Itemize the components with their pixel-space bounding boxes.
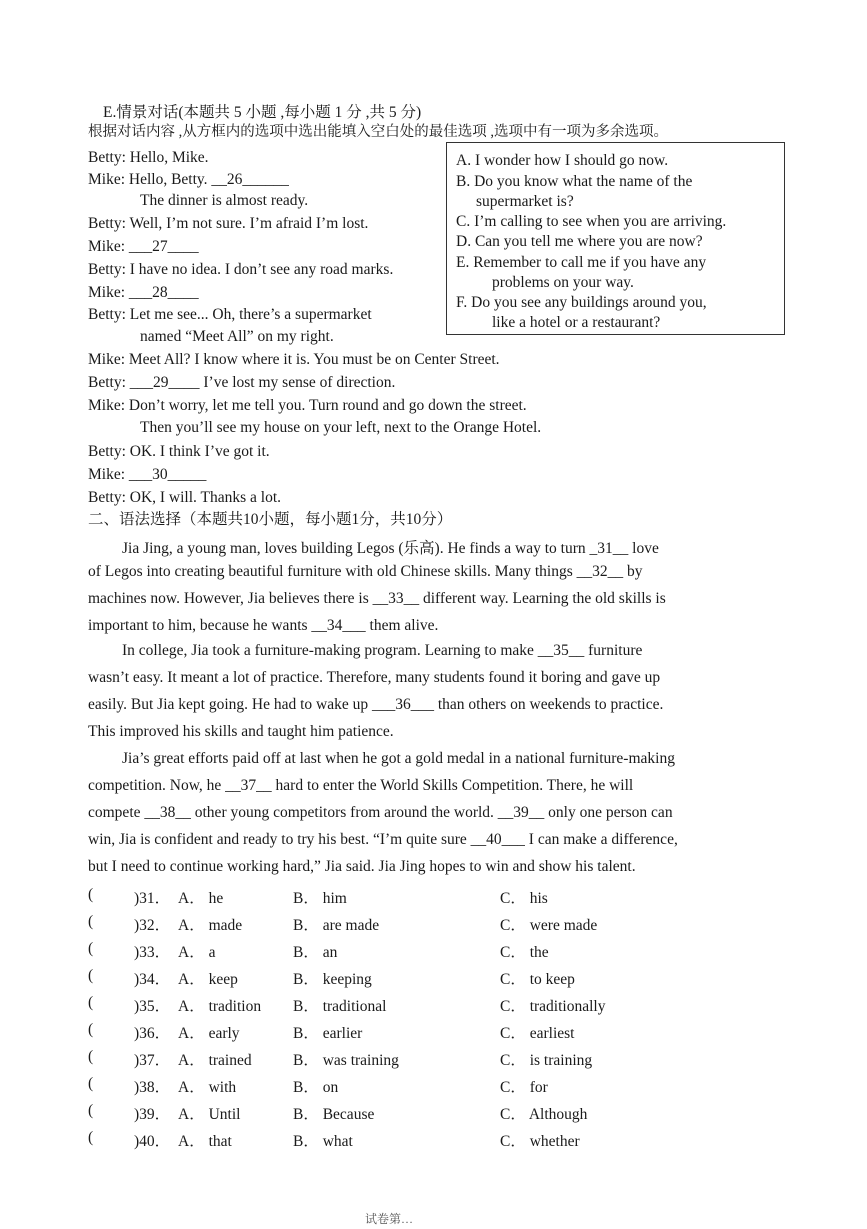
passage-line: of Legos into creating beautiful furniture with old Chinese skills. Many things __32__ by: [88, 563, 643, 580]
dialogue-line: Mike: Meet All? I know where it is. You must be on Center Street.: [88, 351, 500, 368]
passage-line: Jia’s great efforts paid off at last when he got a gold medal in a national furniture-making: [122, 750, 675, 767]
choice-a: A． made: [178, 917, 243, 934]
dialogue-line: named “Meet All” on my right.: [140, 328, 334, 345]
section-2-title: 二、语法选择（本题共10小题，每小题1分，共10分）: [88, 511, 453, 528]
choice-b: B． Because: [293, 1106, 375, 1123]
choice-a: A． with: [178, 1079, 237, 1096]
answer-blank: (: [88, 1075, 94, 1092]
choice-b: B． on: [293, 1079, 339, 1096]
choice-b: B． keeping: [293, 971, 372, 988]
choice-b: B． traditional: [293, 998, 387, 1015]
dialogue-line: Betty: OK. I think I’ve got it.: [88, 443, 270, 460]
question-row: [88, 1048, 788, 1068]
choice-c: C． for: [500, 1079, 548, 1096]
question-row: [88, 940, 788, 960]
question-row: [88, 913, 788, 933]
passage-line: This improved his skills and taught him patience.: [88, 723, 394, 740]
answer-blank: (: [88, 886, 94, 903]
question-number: )34．: [134, 971, 171, 988]
choice-c: C． to keep: [500, 971, 575, 988]
dialogue-line: The dinner is almost ready.: [140, 192, 309, 209]
passage-line: easily. But Jia kept going. He had to wake up ___36___ than others on weekends to practice.: [88, 696, 664, 713]
choice-c: C． whether: [500, 1133, 580, 1150]
option-d: D. Can you tell me where you are now?: [456, 233, 703, 250]
option-a: A. I wonder how I should go now.: [456, 152, 669, 169]
choice-a: A． he: [178, 890, 224, 907]
page-footer: 试卷第…: [365, 1212, 414, 1226]
passage-line: win, Jia is confident and ready to try his best. “I’m quite sure __40___ I can make a difference,: [88, 831, 678, 848]
choice-b: B． earlier: [293, 1025, 363, 1042]
passage-line: important to him, because he wants __34___ them alive.: [88, 617, 439, 634]
choice-b: B． what: [293, 1133, 353, 1150]
answer-blank: (: [88, 1048, 94, 1065]
choice-c: C． were made: [500, 917, 598, 934]
dialogue-line: Mike: Don’t worry, let me tell you. Turn round and go down the street.: [88, 397, 527, 414]
dialogue-line: Mike: ___30_____: [88, 466, 207, 483]
choice-a: A． tradition: [178, 998, 262, 1015]
question-number: )36．: [134, 1025, 171, 1042]
choice-c: C． is training: [500, 1052, 593, 1069]
choice-c: C． traditionally: [500, 998, 606, 1015]
choice-a: A． trained: [178, 1052, 252, 1069]
question-row: [88, 1129, 788, 1149]
question-number: )31．: [134, 890, 171, 907]
choice-a: A． a: [178, 944, 216, 961]
answer-blank: (: [88, 913, 94, 930]
choice-a: A． early: [178, 1025, 240, 1042]
question-row: [88, 886, 788, 906]
option-c: C. I’m calling to see when you are arriving.: [456, 213, 727, 230]
options-box: [446, 142, 785, 335]
dialogue-line: Betty: Let me see... Oh, there’s a supermarket: [88, 306, 372, 323]
answer-blank: (: [88, 994, 94, 1011]
passage-line: wasn’t easy. It meant a lot of practice. Therefore, many students found it boring and gave up: [88, 669, 661, 686]
section-e-title: E.情景对话(本题共 5 小题 ,每小题 1 分 ,共 5 分): [103, 104, 422, 121]
question-row: [88, 1021, 788, 1041]
answer-blank: (: [88, 1129, 94, 1146]
question-number: )37．: [134, 1052, 171, 1069]
option-f: F. Do you see any buildings around you,: [456, 294, 707, 311]
question-row: [88, 967, 788, 987]
question-row: [88, 1075, 788, 1095]
option-b-cont: supermarket is?: [476, 193, 574, 210]
passage-line: compete __38__ other young competitors from around the world. __39__ only one person can: [88, 804, 673, 821]
passage-line: Jia Jing, a young man, loves building Legos (乐高). He finds a way to turn _31__ love: [122, 540, 659, 557]
question-number: )35．: [134, 998, 171, 1015]
choice-a: A． Until: [178, 1106, 241, 1123]
choice-b: B． was training: [293, 1052, 399, 1069]
dialogue-line: Then you’ll see my house on your left, next to the Orange Hotel.: [140, 419, 542, 436]
choice-c: C． his: [500, 890, 548, 907]
dialogue-line: Mike: ___27____: [88, 238, 199, 255]
choice-b: B． him: [293, 890, 347, 907]
question-row: [88, 1102, 788, 1122]
option-b: B. Do you know what the name of the: [456, 173, 693, 190]
question-number: )33．: [134, 944, 171, 961]
dialogue-line: Betty: Well, I’m not sure. I’m afraid I’m lost.: [88, 215, 369, 232]
option-f-cont: like a hotel or a restaurant?: [492, 314, 661, 331]
answer-blank: (: [88, 1021, 94, 1038]
passage-line: In college, Jia took a furniture-making program. Learning to make __35__ furniture: [122, 642, 643, 659]
option-e: E. Remember to call me if you have any: [456, 254, 707, 271]
answer-blank: (: [88, 1102, 94, 1119]
choice-c: C． earliest: [500, 1025, 575, 1042]
choice-c: C． the: [500, 944, 549, 961]
dialogue-line: Betty: ___29____ I’ve lost my sense of direction.: [88, 374, 396, 391]
question-row: [88, 994, 788, 1014]
question-number: )32．: [134, 917, 171, 934]
choice-b: B． are made: [293, 917, 380, 934]
question-number: )40．: [134, 1133, 171, 1150]
section-e-instruction: 根据对话内容 ,从方框内的选项中选出能填入空白处的最佳选项 ,选项中有一项为多余选项。: [88, 124, 668, 140]
dialogue-line: Mike: ___28____: [88, 284, 199, 301]
passage-line: competition. Now, he __37__ hard to enter the World Skills Competition. There, he will: [88, 777, 634, 794]
dialogue-line: Betty: Hello, Mike.: [88, 149, 209, 166]
question-number: )39．: [134, 1106, 171, 1123]
dialogue-line: Mike: Hello, Betty. __26______: [88, 171, 289, 188]
passage-line: but I need to continue working hard,” Jia said. Jia Jing hopes to win and show his talent.: [88, 858, 636, 875]
choice-a: A． keep: [178, 971, 238, 988]
answer-blank: (: [88, 940, 94, 957]
answer-blank: (: [88, 967, 94, 984]
passage-line: machines now. However, Jia believes there is __33__ different way. Learning the old skills is: [88, 590, 666, 607]
choice-b: B． an: [293, 944, 338, 961]
choice-c: C． Although: [500, 1106, 588, 1123]
option-e-cont: problems on your way.: [492, 274, 634, 291]
dialogue-line: Betty: I have no idea. I don’t see any road marks.: [88, 261, 394, 278]
question-number: )38．: [134, 1079, 171, 1096]
choice-a: A． that: [178, 1133, 232, 1150]
dialogue-line: Betty: OK, I will. Thanks a lot.: [88, 489, 282, 506]
